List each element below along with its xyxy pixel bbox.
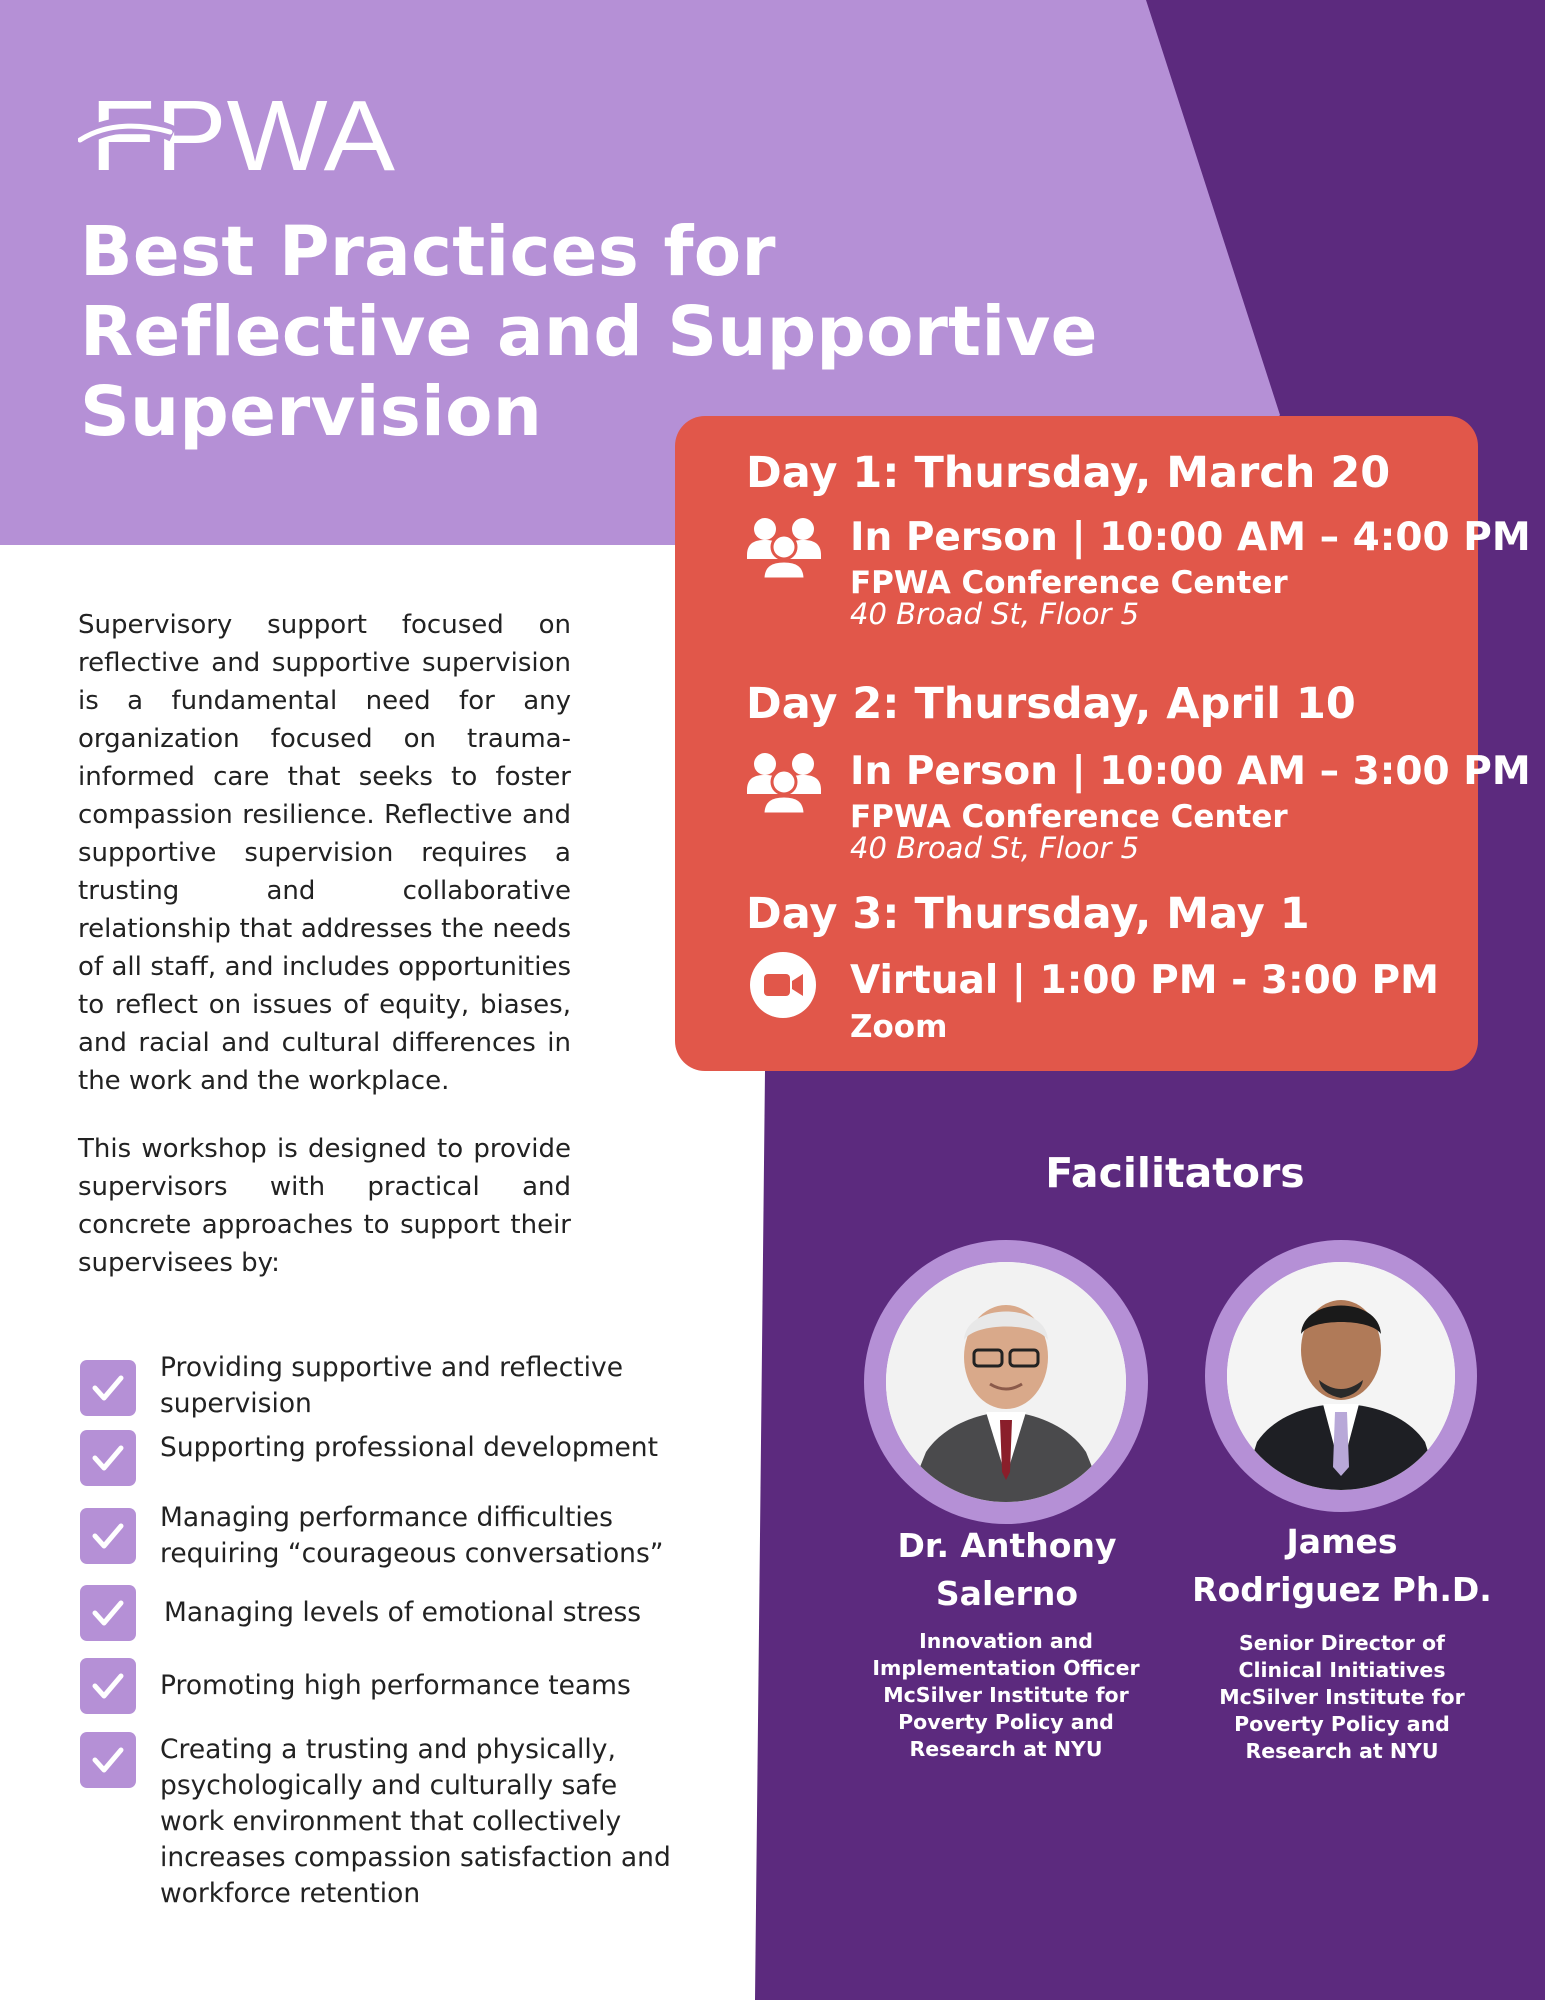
- day-3-platform: Zoom: [850, 1009, 948, 1045]
- page-title: Best Practices for Reflective and Supportive Supervision: [80, 212, 1098, 452]
- list-item-text: Managing levels of emotional stress: [164, 1597, 642, 1628]
- day-1-venue: FPWA Conference Center: [850, 565, 1288, 601]
- day-1-time: In Person | 10:00 AM – 4:00 PM: [850, 515, 1531, 560]
- video-camera-icon: [749, 951, 817, 1019]
- day-3-time: Virtual | 1:00 PM - 3:00 PM: [850, 958, 1439, 1003]
- checkmark-icon: [80, 1360, 136, 1416]
- avatar: [1205, 1240, 1477, 1512]
- day-2-venue: FPWA Conference Center: [850, 799, 1288, 835]
- day-2-time: In Person | 10:00 AM – 3:00 PM: [850, 749, 1531, 794]
- people-group-icon: [745, 750, 823, 818]
- list-item-text: Promoting high performance teams: [160, 1670, 631, 1701]
- list-item-text: Providing supportive and reflective supervision: [160, 1352, 624, 1419]
- facilitator-name: Dr. Anthony Salerno: [897, 1526, 1117, 1613]
- checkmark-icon: [80, 1658, 136, 1714]
- fpwa-logo: [78, 82, 418, 182]
- people-group-icon: [745, 515, 823, 583]
- day-3-title: Day 3: Thursday, May 1: [746, 889, 1310, 939]
- checkmark-icon: [80, 1508, 136, 1564]
- facilitators-title: Facilitators: [1045, 1149, 1305, 1197]
- checkmark-icon: [80, 1732, 136, 1788]
- facilitator-name: James Rodriguez Ph.D.: [1192, 1522, 1492, 1609]
- intro-paragraph-2: This workshop is designed to provide supervisors with practical and concrete approaches to support their supervisees by:: [78, 1134, 571, 1278]
- day-1-title: Day 1: Thursday, March 20: [746, 448, 1391, 498]
- checkmark-icon: [80, 1585, 136, 1641]
- schedule-card: [675, 416, 1531, 1071]
- facilitator-photo-rodriguez: [1227, 1262, 1455, 1490]
- day-2-address: 40 Broad St, Floor 5: [850, 831, 1140, 865]
- day-2-title: Day 2: Thursday, April 10: [746, 679, 1356, 729]
- intro-paragraph: Supervisory support focused on reflective and supportive supervision is a fundamental need for any organization focused on trauma-informed care that seeks to foster compassion resilience. Reflective and supportive supervision requires a trusting and collaborative relationship that addresses the needs of all staff, and includes opportunities to reflect on issues of equity, biases, and racial and cultural differences in the work and the workplace.: [78, 610, 571, 1096]
- list-item-text: Managing performance difficulties requiring “courageous conversations”: [160, 1502, 664, 1569]
- logo-text: FPWA: [90, 82, 396, 182]
- facilitator-role: Senior Director of Clinical Initiatives McSilver Institute for Poverty Policy and Research at NYU: [1219, 1631, 1465, 1763]
- checkmark-icon: [80, 1430, 136, 1486]
- list-item-text: Supporting professional development: [160, 1432, 658, 1463]
- day-1-address: 40 Broad St, Floor 5: [850, 597, 1140, 631]
- facilitator-role: Innovation and Implementation Officer McSilver Institute for Poverty Policy and Research at NYU: [872, 1629, 1140, 1761]
- list-item-text: Creating a trusting and physically, psychologically and culturally safe work environment that collectively increases compassion satisfaction and workforce retention: [160, 1734, 671, 1909]
- avatar: [864, 1240, 1148, 1524]
- facilitator-photo-salerno: [886, 1262, 1126, 1502]
